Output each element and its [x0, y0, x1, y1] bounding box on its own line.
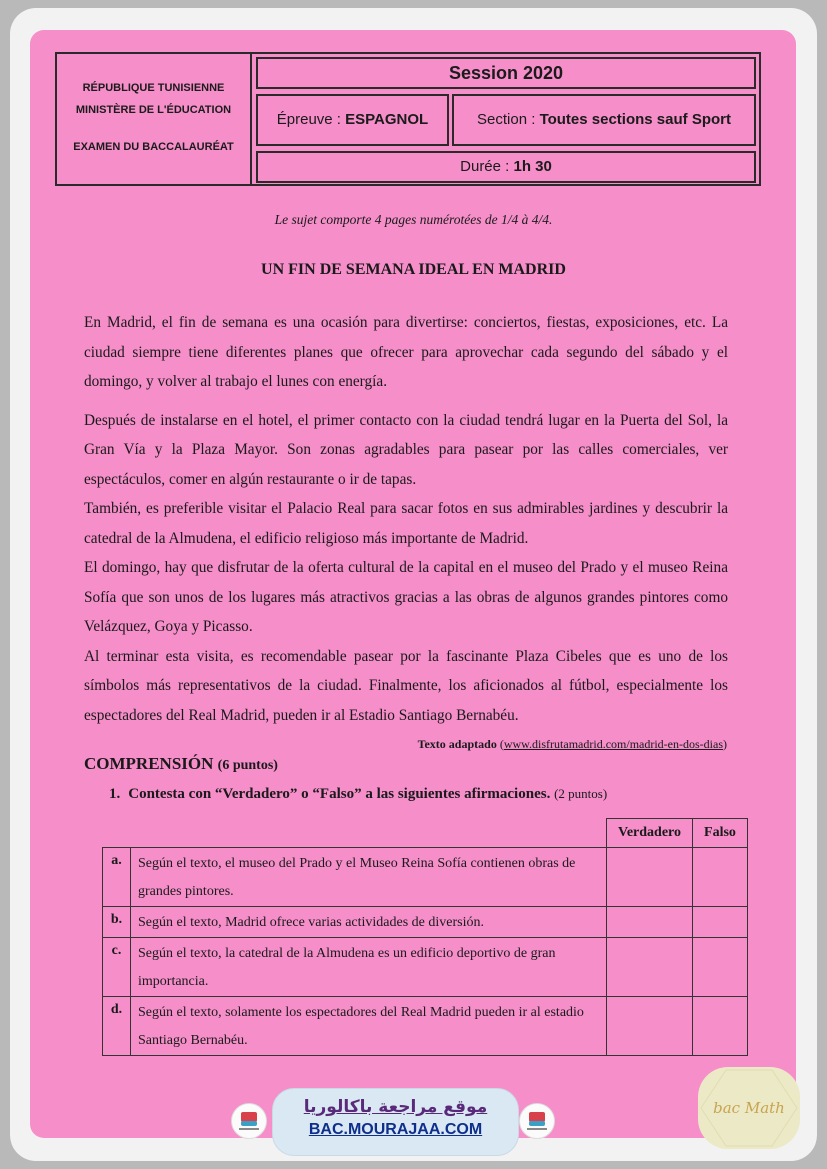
reading-text	[84, 308, 728, 730]
row-letter: b.	[103, 907, 131, 938]
row-letter: c.	[103, 938, 131, 997]
book-logo-icon	[231, 1103, 267, 1139]
paragraph-4: El domingo, hay que disfrutar de la oferta cultural de la capital en el museo del Prado y el museo Reina Sofía que son unos de los lugares más atractivos gracias a las obras de algunos grandes pintores como Velázquez, Goya y Picasso.	[84, 559, 728, 635]
answer-verdadero-b[interactable]	[607, 907, 693, 938]
col-verdadero: Verdadero	[607, 819, 693, 848]
answer-verdadero-c[interactable]	[607, 938, 693, 997]
answer-falso-c[interactable]	[693, 938, 748, 997]
answer-verdadero-a[interactable]	[607, 848, 693, 907]
republic-label: RÉPUBLIQUE TUNISIENNE	[82, 82, 225, 94]
epreuve-value: ESPAGNOL	[345, 111, 429, 128]
table-row	[103, 848, 748, 907]
session-label: Session 2020	[256, 57, 756, 89]
table-row	[103, 907, 748, 938]
section-label: Section :	[477, 111, 540, 128]
answer-falso-b[interactable]	[693, 907, 748, 938]
bacmath-badge	[698, 1067, 800, 1149]
book-logo-icon	[519, 1103, 555, 1139]
pages-note: Le sujet comporte 4 pages numérotées de 1/4 à 4/4.	[274, 212, 553, 227]
banner-site[interactable]: BAC.MOURAJAA.COM	[308, 1121, 483, 1138]
row-letter: d.	[103, 997, 131, 1056]
row-statement: Según el texto, la catedral de la Almudena es un edificio deportivo de gran importancia.	[131, 938, 607, 997]
source-url: www.disfrutamadrid.com/madrid-en-dos-dias	[503, 737, 723, 751]
banner-arabic: موقع مراجعة باكالوريا	[303, 1097, 488, 1117]
section-cell	[452, 94, 756, 146]
row-statement: Según el texto, solamente los espectadores del Real Madrid pueden ir al estadio Santiago Bernabéu.	[131, 997, 607, 1056]
table-row	[103, 997, 748, 1056]
ministry-label: MINISTÈRE DE L'ÉDUCATION	[75, 104, 232, 116]
row-statement: Según el texto, Madrid ofrece varias actividades de diversión.	[131, 907, 607, 938]
true-false-table	[102, 818, 748, 1056]
table-row	[103, 938, 748, 997]
duree-value: 1h 30	[513, 158, 552, 175]
col-falso: Falso	[693, 819, 748, 848]
source-label: Texto adaptado	[417, 737, 497, 751]
row-statement: Según el texto, el museo del Prado y el Museo Reina Sofía contienen obras de grandes pintores.	[131, 848, 607, 907]
question-text: Contesta con “Verdadero” o “Falso” a las siguientes afirmaciones.	[128, 786, 551, 802]
source-line: Texto adaptado (www.disfrutamadrid.com/madrid-en-dos-dias)	[417, 737, 727, 751]
exam-header	[55, 52, 761, 186]
paragraph-5: Al terminar esta visita, es recomendable pasear por la fascinante Plaza Cibeles que es uno de los símbolos más representativos de la ciudad. Finalmente, los aficionados al fútbol, especialmente los espectadores del Real Madrid, pueden ir al Estadio Santiago Bernabéu.	[84, 647, 728, 724]
duree-cell	[256, 151, 756, 183]
exam-label: EXAMEN DU BACCALAURÉAT	[73, 141, 234, 153]
text-title: UN FIN DE SEMANA IDEAL EN MADRID	[261, 261, 566, 278]
header-institution	[57, 54, 252, 184]
paragraph-2: Después de instalarse en el hotel, el primer contacto con la ciudad tendrá lugar en la Puerta del Sol, la Gran Vía y la Plaza Mayor. Son zonas agradables para pasear por las calles comerciales, ver espectáculos, comer en algún restaurante o ir de tapas.	[84, 411, 728, 488]
question-points: (2 puntos)	[554, 786, 608, 801]
epreuve-label: Épreuve :	[276, 111, 346, 128]
comprension-heading	[84, 754, 278, 774]
table-header-row	[103, 819, 748, 848]
section-value: Toutes sections sauf Sport	[539, 111, 731, 128]
comprension-points: (6 puntos)	[217, 758, 278, 773]
answer-falso-d[interactable]	[693, 997, 748, 1056]
duree-label: Durée :	[460, 158, 514, 175]
answer-verdadero-d[interactable]	[607, 997, 693, 1056]
paragraph-3: También, es preferible visitar el Palacio Real para sacar fotos en sus admirables jardines y descubrir la catedral de la Almudena, el edificio religioso más importante de Madrid.	[84, 500, 728, 547]
paragraph-1: En Madrid, el fin de semana es una ocasión para divertirse: conciertos, fiestas, exposiciones, etc. La ciudad siempre tiene diferentes planes que ofrecer para aprovechar cada segundo del sábado y el domingo, y volver al trabajo el lunes con energía.	[84, 314, 728, 390]
table-blank-header	[103, 819, 607, 848]
badge-label: bac Math	[713, 1099, 785, 1117]
epreuve-cell	[256, 94, 449, 146]
question-1	[109, 786, 607, 803]
comprension-title: COMPRENSIÓN	[84, 754, 214, 773]
row-letter: a.	[103, 848, 131, 907]
site-banner[interactable]	[272, 1088, 519, 1156]
question-number: 1.	[109, 786, 121, 802]
answer-falso-a[interactable]	[693, 848, 748, 907]
